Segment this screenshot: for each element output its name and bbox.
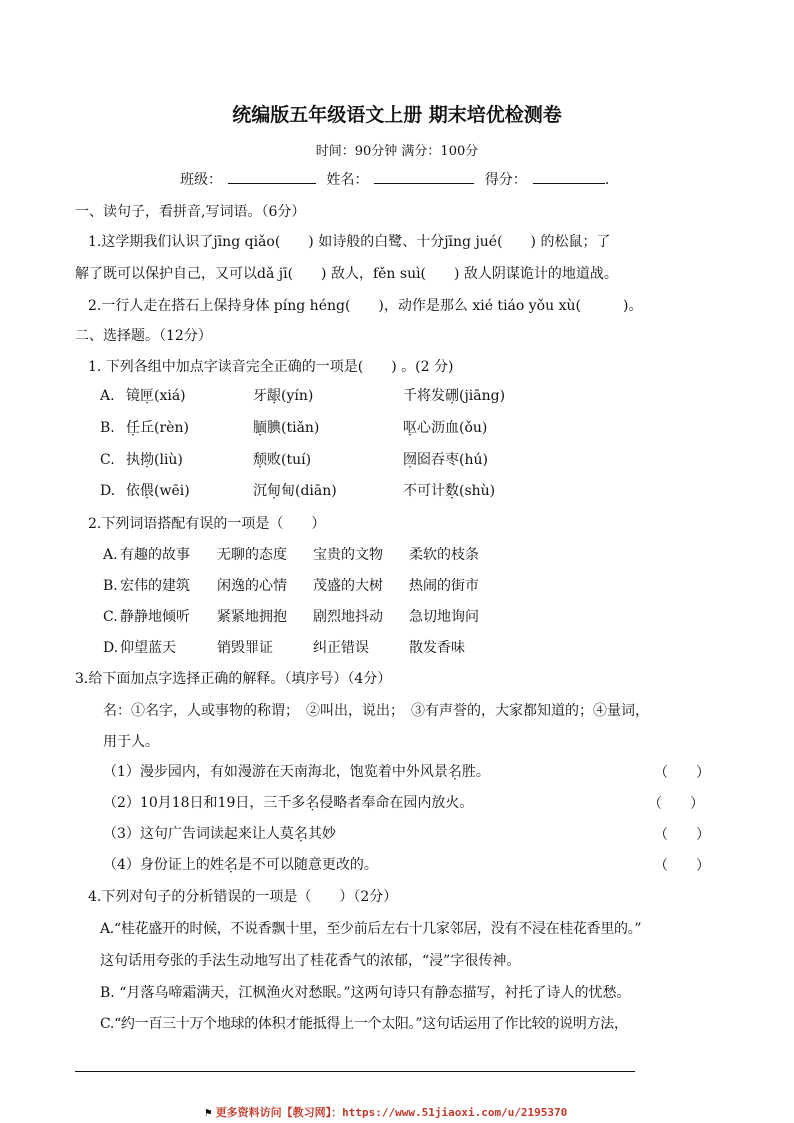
option-letter: D.: [103, 640, 119, 656]
s1-q2-line: 2.一行人走在搭石上保持身体 píng héng( )，动作是那么 xié tiáo yǒu xù( )。: [88, 298, 643, 314]
s1-q1-line-1: 1.这学期我们认识了jīng qiǎo( ) 如诗般的白鹭、十分jīng jué( ) 的松鼠；了: [88, 234, 611, 250]
s2-q3-def-line-1: 名：①名字，人或事物的称谓； ②叫出，说出； ③有声誉的，大家都知道的；④量词，: [103, 703, 649, 719]
option-word: 热闹的街市: [409, 578, 479, 594]
option-word: 闲逸的心情: [217, 578, 287, 594]
option-word: 剧烈地抖动: [313, 609, 383, 625]
option-letter: C.: [100, 452, 115, 468]
page-title: 统编版五年级语文上册 期末培优检测卷: [232, 104, 562, 126]
option-word-1: 执拗(liù): [126, 452, 183, 468]
s2-q3-item-1: （1）漫步园内，有如漫游在天南海北，饱览着中外风景名胜。: [103, 764, 490, 780]
score-blank: [533, 169, 605, 184]
class-label: 班级：: [180, 172, 222, 188]
s2-q3-answer-2[interactable]: （ ）: [648, 796, 704, 812]
option-letter: B.: [100, 420, 115, 436]
s2-q2-stem: 2.下列词语搭配有误的一项是（ ）: [88, 516, 326, 532]
score-label: 得分：: [484, 172, 527, 188]
option-word: 有趣的故事: [120, 547, 190, 563]
option-word: 柔软的枝条: [409, 547, 479, 563]
s2-q3-stem: 3.给下面加点字选择正确的解释。（填序号）（4分）: [75, 671, 392, 687]
section-1-heading: 一、读句子，看拼音,写词语。（6分）: [75, 204, 306, 220]
option-word: 宝贵的文物: [313, 547, 383, 563]
s2-q3-answer-3[interactable]: （ ）: [654, 827, 710, 843]
s2-q4-option-a-line-2: 这句话用夸张的手法生动地写出了桂花香气的浓郁，“浸”字很传神。: [100, 953, 521, 969]
option-letter: C.: [103, 609, 118, 625]
option-word-3: 不可计数(shù): [403, 483, 496, 499]
option-word-3: 千将发硎(jiāng): [403, 388, 506, 404]
option-letter: A.: [100, 388, 115, 404]
option-word: 静静地倾听: [120, 609, 190, 625]
s2-q4-option-a-line-1: A.“桂花盛开的时候，不说香飘十里，至少前后左右十几家邻居，没有不浸在桂花香里的。”: [100, 921, 642, 937]
option-word-3: 囫囵吞枣(hú): [403, 452, 488, 468]
option-word: 茂盛的大树: [313, 578, 383, 594]
s2-q3-item-2: （2）10月18日和19日，三千多名侵略者奉命在园内放火。: [103, 795, 474, 811]
s2-q3-def-line-2: 用于人。: [103, 734, 159, 750]
s2-q1-stem: 1. 下列各组中加点字读音完全正确的一项是( ) 。(2 分): [88, 359, 454, 375]
s2-q3-answer-4[interactable]: （ ）: [654, 858, 710, 874]
section-2-heading: 二、选择题。（12分）: [75, 328, 212, 344]
option-word: 散发香味: [409, 640, 465, 656]
s2-q3-answer-1[interactable]: （ ）: [654, 765, 710, 781]
option-word-2: 腼腆(tiǎn): [253, 420, 320, 436]
option-word: 仰望蓝天: [120, 640, 176, 656]
footer-text: 更多资料访问【教习网】：https://www.51jiaoxi.com/u/2195370: [215, 1106, 568, 1119]
option-word-1: 镜匣(xiá): [126, 388, 186, 404]
option-letter: D.: [100, 483, 116, 499]
option-word-2: 沉甸甸(diān): [253, 483, 337, 499]
name-label: 姓名：: [326, 172, 369, 188]
option-word-3: 呕心沥血(ǒu): [403, 420, 488, 436]
exam-time-score: 时间：90分钟 满分：100分: [315, 144, 479, 159]
end-mark: .: [604, 172, 610, 188]
option-word: 急切地询问: [409, 609, 479, 625]
option-word: 销毁罪证: [217, 640, 273, 656]
footer-divider: [75, 1071, 635, 1072]
option-word: 纠正错误: [313, 640, 369, 656]
option-word: 紧紧地拥抱: [217, 609, 287, 625]
name-blank: [374, 169, 474, 184]
s2-q4-option-b: B. “月落乌啼霜满天，江枫渔火对愁眠。”这两句诗只有静态描写，衬托了诗人的忧愁。: [100, 985, 631, 1001]
option-word-1: 任丘(rèn): [126, 420, 189, 436]
option-word-2: 颓败(tuí): [253, 452, 312, 468]
option-word: 无聊的态度: [217, 547, 287, 563]
s2-q3-item-3: （3）这句广告词读起来让人莫名其妙: [103, 826, 336, 842]
student-info-row: [180, 169, 609, 189]
footer-link[interactable]: [205, 1104, 567, 1120]
option-word-1: 依偎(wēi): [126, 483, 190, 499]
option-word-2: 牙龈(yín): [253, 388, 314, 404]
flag-icon: ⚑: [205, 1106, 212, 1119]
option-word: 宏伟的建筑: [120, 578, 190, 594]
class-blank: [228, 169, 316, 184]
option-letter: B.: [103, 578, 118, 594]
s2-q3-item-4: （4）身份证上的姓名是不可以随意更改的。: [103, 857, 378, 873]
s1-q1-line-2: 解了既可以保护自己，又可以dǎ jī( ) 敌人，fěn suì( ) 敌人阴谋诡计的地道战。: [75, 266, 618, 282]
s2-q4-option-c-line-1: C.“约一百三十万个地球的体积才能抵得上一个太阳。”这句话运用了作比较的说明方法，: [100, 1016, 628, 1032]
s2-q4-stem: 4.下列对句子的分析错误的一项是（ ）（2分）: [88, 889, 398, 905]
option-letter: A.: [103, 547, 118, 563]
